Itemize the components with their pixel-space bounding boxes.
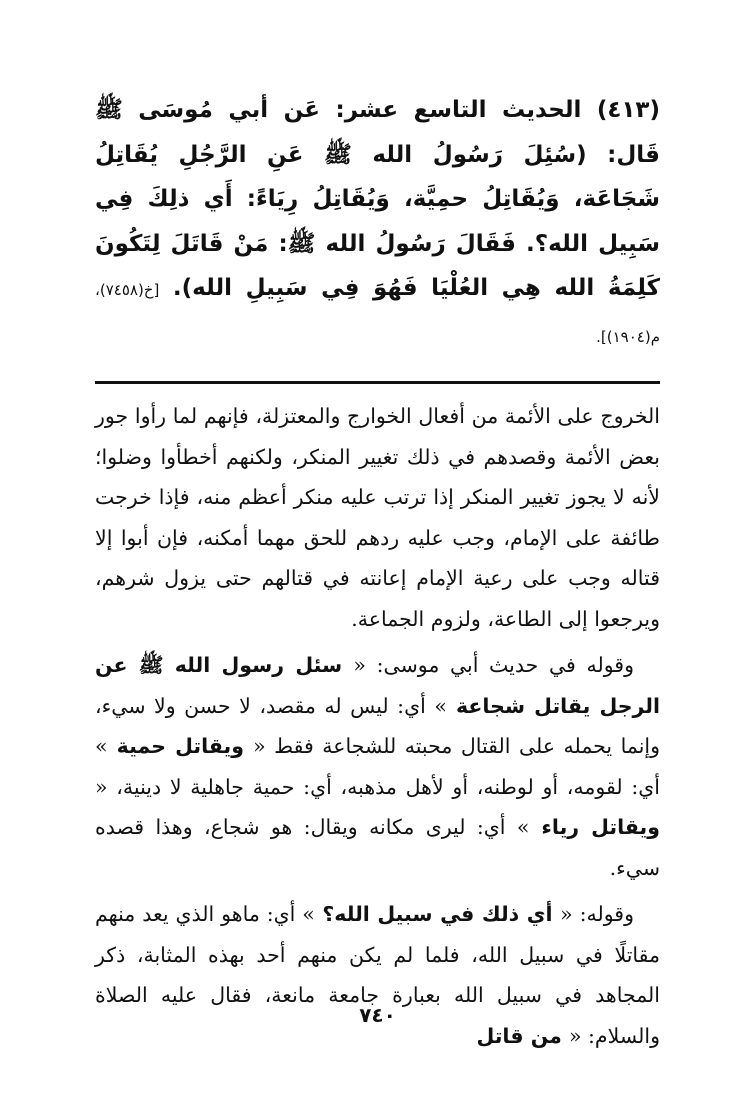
commentary-paragraph-1: الخروج على الأئمة من أفعال الخوارج والمعتزلة، فإنهم لما رأوا جور بعض الأئمة وقصدهم في ذلك تغيير المنكر، ولكنهم أخطأوا وضلوا؛ لأنه لا يجوز تغيير المنكر إذا ترتب عليه منكر أعظم منه، فإذا خرجت طائفة على الإمام، وجب عليه ردهم للحق مهما أمكنه، فإن أبوا إلا قتاله وجب على رعية الإمام إعانته في قتالهم حتى يزول شرهم، ويرجعوا إلى الطاعة، ولزوم الجماعة. <box>95 404 660 631</box>
separator-rule <box>95 381 660 384</box>
p2-text-1: وقوله في حديث أبي موسى: « <box>353 653 634 677</box>
commentary-paragraph-2 <box>95 645 660 888</box>
p3-text-2: » أي: ماهو الذي يعد منهم مقاتلًا في سبيل الله، فلما لم يكن منهم أحد بهذه المثابة، ذكر المجاهد في سبيل الله بعبارة جامعة مانعة، فقال عليه الصلاة والسلام: « <box>95 902 660 1048</box>
commentary <box>95 396 660 1056</box>
p2-quote-1: سئل رسول الله ﷺ عن الرجل يقاتل شجاعة <box>95 653 660 718</box>
p3-quote-1: أي ذلك في سبيل الله؟ <box>314 902 561 926</box>
p2-quote-3: ويقاتل رياء <box>529 815 661 839</box>
hadith-text <box>95 88 660 359</box>
page-number: ٧٤٠ <box>359 1003 396 1027</box>
commentary-paragraph-3 <box>95 894 660 1056</box>
hadith-reference: [خ(٧٤٥٨)، م(١٩٠٤)]. <box>95 281 660 346</box>
p2-quote-2: ويقاتل حمية <box>107 734 254 758</box>
p2-text-4: » أي: ليرى مكانه ويقال: هو شجاع، وهذا قصده سيء. <box>95 815 660 880</box>
p3-text-1: وقوله: « <box>560 902 635 926</box>
p2-text-2: » أي: ليس له مقصد، لا حسن ولا سيء، وإنما يحمله على القتال محبته للشجاعة فقط « <box>95 693 661 758</box>
hadith-body: (٤١٣) الحديث التاسع عشر: عَن أبي مُوسَى ﷺ قَال: (سُئِلَ رَسُولُ الله ﷺ عَنِ الرَّجُلِ يُقَاتِلُ شَجَاعَة، وَيُقَاتِلُ حمِيَّة، وَيُقَاتِلُ رِيَاءً: أَي ذلِكَ فِي سَبِيل الله؟. فَقَالَ رَسُولُ الله ﷺ: مَنْ قَاتَلَ لِتَكُونَ كَلِمَةُ الله هِي العُلْيَا فَهُوَ فِي سَبِيلِ الله). <box>95 97 660 301</box>
p2-text-3: » أي: لقومه، أو لوطنه، أو لأهل مذهبه، أي: حمية جاهلية لا دينية، « <box>95 734 660 799</box>
p3-quote-2: من قاتل <box>476 1023 569 1048</box>
